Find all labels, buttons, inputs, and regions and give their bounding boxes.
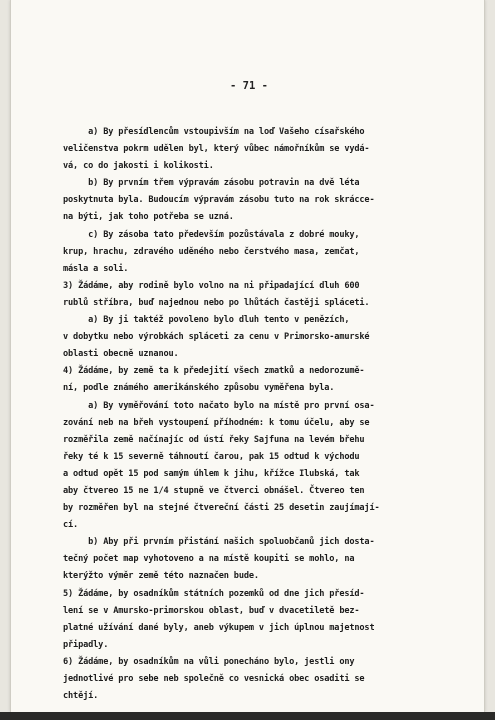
text-line: másla a soli.: [63, 263, 129, 274]
text-line: b) Aby při prvním přistání našich spoluobčanů jich dosta-: [63, 537, 375, 548]
text-line: krup, hrachu, zdravého uděného nebo čerstvého masa, zemčat,: [63, 246, 360, 257]
text-line: ní, podle známého amerikánského způsobu vyměřena byla.: [63, 383, 335, 394]
text-line: c) By zásoba tato především pozůstávala z dobré mouky,: [63, 229, 360, 240]
text-line: cí.: [63, 520, 79, 531]
page-number: - 71 -: [230, 80, 268, 92]
text-line: by rozměřen byl na stejné čtvereční části 25 desetin zaujímají-: [63, 503, 380, 514]
text-line: 5) Žádáme, by osadníkům státních pozemků od dne jich přesíd-: [63, 588, 365, 599]
text-line: platné užívání dané byly, aneb výkupem v jich úplnou majetnost: [63, 622, 375, 633]
text-line: vá, co do jakosti i kolikosti.: [63, 161, 214, 172]
text-line: v dobytku nebo výrobkách spláceti za cenu v Primorsko-amurské: [63, 332, 370, 343]
text-line: lení se v Amursko-primorskou oblast, buď v dvacetiletě bez-: [63, 605, 360, 616]
text-line: a odtud opět 15 pod samým úhlem k jihu, křížce Ilubská, tak: [63, 468, 360, 479]
text-line: jednotlivé pro sebe neb společně co vesnická obec osaditi se: [63, 674, 365, 684]
text-line: 6) Žádáme, by osadníkům na vůli ponecháno bylo, jestli ony: [63, 656, 355, 667]
text-line: aby čtvereo 15 ne 1/4 stupně ve čtverci obnášel. Čtvereo ten: [63, 485, 365, 496]
text-line: oblasti obecně uznanou.: [63, 349, 179, 360]
text-line: řeky té k 15 severně táhnoutí čarou, pak 15 odtud k východu: [63, 451, 360, 462]
text-line: 3) Žádáme, aby rodině bylo volno na ni připadající dluh 600: [63, 280, 360, 291]
document-page: [10, 0, 485, 712]
text-line: a) By vyměřování toto načato bylo na místě pro první osa-: [63, 400, 375, 411]
text-line: b) By prvním třem výpravám zásobu potravin na dvě léta: [63, 178, 360, 189]
body-text: [63, 124, 443, 705]
scan-edge: [0, 712, 495, 720]
text-line: veličenstva pokrm udělen byl, který vůbec námořníkům se vydá-: [63, 144, 370, 155]
text-line: rozměřila země načínajíc od ústí řeky Sajfuna na levém břehu: [63, 434, 365, 445]
text-line: 4) Žádáme, by země ta k předejití všech zmatků a nedorozumě-: [63, 366, 365, 377]
text-line: a) By ji taktéž povoleno bylo dluh tento v penězích,: [63, 315, 350, 326]
text-line: a) By přesídlencům vstoupivším na loď Vašeho císařského: [63, 127, 365, 137]
text-line: tečný počet map vyhotoveno a na místě koupiti se mohlo, na: [63, 554, 355, 565]
text-line: kterýžto výměr země této naznačen bude.: [63, 571, 259, 582]
text-line: zování neb na břeh vystoupení příhodném: k tomu účelu, aby se: [63, 417, 370, 428]
text-line: rublů stříbra, buď najednou nebo po lhůtách častěji spláceti.: [63, 297, 370, 308]
text-line: připadly.: [63, 639, 109, 650]
text-line: chtějí.: [63, 691, 99, 702]
text-line: poskytnuta byla. Budoucím výpravám zásobu tuto na rok skrácce-: [63, 195, 375, 206]
text-line: na býti, jak toho potřeba se uzná.: [63, 212, 234, 223]
